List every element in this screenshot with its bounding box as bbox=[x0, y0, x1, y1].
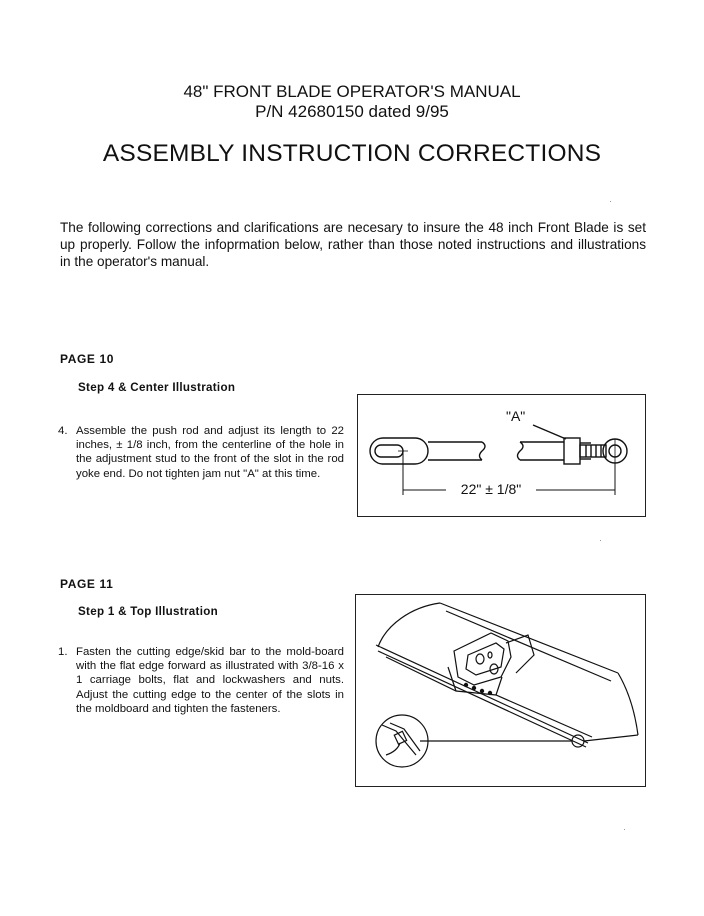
part-number: P/N 42680150 dated 9/95 bbox=[255, 102, 449, 121]
step-number: 4. bbox=[58, 425, 68, 437]
moldboard-drawing bbox=[356, 595, 645, 786]
moldboard-left-curve bbox=[378, 603, 440, 647]
moldboard-right-curve bbox=[618, 673, 638, 735]
dimension-label: 22" ± 1/8" bbox=[460, 481, 522, 497]
push-rod-drawing bbox=[358, 395, 645, 516]
scan-speck bbox=[624, 829, 625, 830]
manual-title: 48" FRONT BLADE OPERATOR'S MANUAL bbox=[183, 82, 521, 101]
push-rod-illustration bbox=[357, 394, 646, 517]
step-4-instruction bbox=[58, 424, 344, 481]
scan-speck bbox=[600, 540, 601, 541]
jam-nut-a bbox=[564, 438, 580, 464]
scan-speck bbox=[610, 201, 611, 202]
moldboard-illustration bbox=[355, 594, 646, 787]
step-1-instruction bbox=[58, 645, 344, 716]
page-title: ASSEMBLY INSTRUCTION CORRECTIONS bbox=[102, 140, 602, 167]
step-1-heading: Step 1 & Top Illustration bbox=[78, 605, 218, 618]
document-header bbox=[0, 82, 704, 168]
step-number: 1. bbox=[58, 646, 68, 658]
break-mark-right bbox=[518, 442, 524, 460]
step-text: Fasten the cutting edge/skid bar to the mold-board with the flat edge forward as illustrated with 3/8-16 x 1 carriage bolts, flat and lockwashers and nuts. Adjust the cutting edge to the center of the slots in the moldboard and tighten the fasteners. bbox=[76, 646, 344, 715]
step-4-heading: Step 4 & Center Illustration bbox=[78, 381, 236, 394]
break-mark-left bbox=[480, 442, 486, 460]
section-page-10-label: PAGE 10 bbox=[60, 352, 114, 366]
step-text: Assemble the push rod and adjust its length to 22 inches, ± 1/8 inch, from the centerline of the hole in the adjustment stud to the front of the slot in the rod yoke end. Do not tighten jam nut "A" at this time. bbox=[76, 425, 344, 480]
intro-paragraph: The following corrections and clarifications are necesary to insure the 48 inch Front Blade is set up properly. Follow the infoprmation below, rather than those noted instructions and illustrations in the operator's manual. bbox=[60, 220, 646, 269]
section-page-11-label: PAGE 11 bbox=[60, 577, 114, 591]
callout-a-label: "A" bbox=[506, 408, 526, 424]
